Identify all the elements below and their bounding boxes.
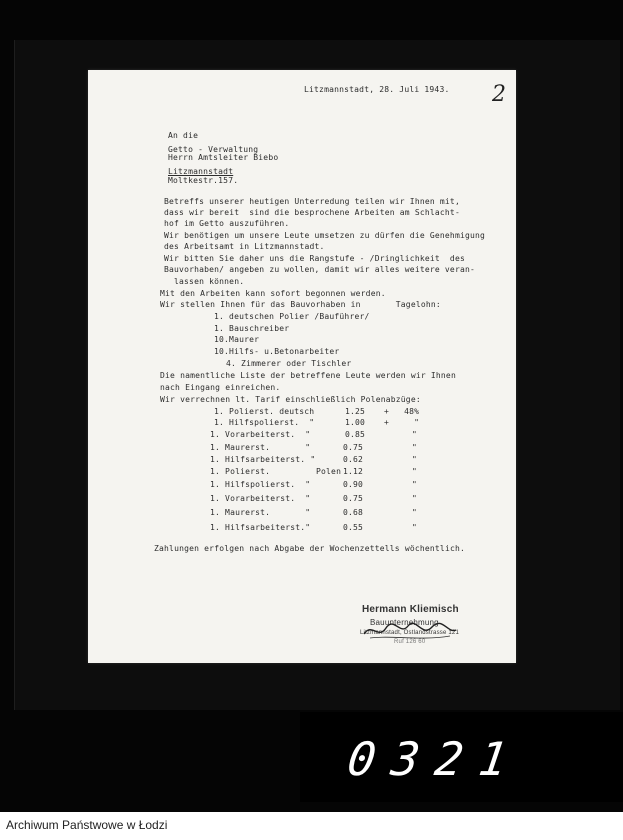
body-line: dass wir bereit sind die besprochene Arbeiten am Schlacht- [164,208,460,217]
address-line: Getto - Verwaltung [168,145,259,154]
address-line: Herrn Amtsleiter Biebo [168,153,279,162]
worker-line: 10.Maurer [214,335,260,344]
tariff-item: 1. Vorarbeiterst. " [210,430,311,439]
tariff-rate: 0.62 [343,455,364,464]
signature-scribble-icon [360,618,460,644]
stamp-line: Bauunternehmung [370,618,439,627]
tariff-item: 1. Hilfsarbeiterst." [210,523,311,532]
worker-line: 1. deutschen Polier /Bauführer/ [214,312,370,321]
tariff-extra: Polen [316,467,342,476]
tariff-mark: " [412,480,418,489]
address-line: An die [168,131,199,140]
tariff-mark: " [412,508,418,517]
tariff-rate: 0.75 [343,494,364,503]
tariff-mark: + " [384,418,420,427]
worker-line: 4. Zimmerer oder Tischler [226,359,352,368]
tariff-item: 1. Maurerst. " [210,508,311,517]
body-line: nach Eingang einreichen. [160,383,281,392]
address-line: Litzmannstadt [168,167,234,176]
body-line: Bauvorhaben/ angeben zu wollen, damit wir alles weitere veran- [164,265,476,274]
stamp-line: Ruf 126 60 [394,639,426,645]
tariff-mark: " [412,523,418,532]
body-line: Betreffs unserer heutigen Unterredung teilen wir Ihnen mit, [164,197,460,206]
body-line: Die namentliche Liste der betreffene Leute werden wir Ihnen [160,371,456,380]
tariff-item: 1. Polierst. [210,467,271,476]
frame-number: 0321 [344,732,527,786]
stamp-line: Litzmannstadt, Ostlandstrasse 121 [360,630,459,636]
tariff-rate: 0.68 [343,508,364,517]
tariff-rate: 1.00 [345,418,366,427]
worker-line: 1. Bauschreiber [214,324,290,333]
handwritten-page-number: 2 [492,82,506,107]
body-line: Mit den Arbeiten kann sofort begonnen werden. [160,289,386,298]
closing-line: Zahlungen erfolgen nach Abgabe der Wochenzettells wöchentlich. [154,544,466,553]
tariff-item: 1. Maurerst. " [210,443,311,452]
body-line: Wir benötigen um unsere Leute umsetzen zu dürfen die Genehmigung [164,231,486,240]
tariff-mark: " [412,467,418,476]
tariff-item: 1. Vorarbeiterst. " [210,494,311,503]
tariff-rate: 1.25 [345,407,366,416]
tariff-mark: + 48% [384,407,420,416]
tariff-mark: " [412,443,418,452]
archive-footer [0,812,623,840]
tariff-rate: 0.90 [343,480,364,489]
tariff-rate: 0.85 [345,430,366,439]
tariff-item: 1. Hilfspolierst. " [210,480,311,489]
handwritten-signature [360,618,460,648]
body-line: Wir verrechnen lt. Tarif einschließlich Polenabzüge: [160,395,421,404]
body-line: lassen können. [174,277,245,286]
tariff-rate: 0.75 [343,443,364,452]
date-line: Litzmannstadt, 28. Juli 1943. [304,85,450,94]
tariff-item: 1. Hilfspolierst. " [214,418,315,427]
tariff-mark: " [412,430,418,439]
tariff-rate: 0.55 [343,523,364,532]
worker-line: 10.Hilfs- u.Betonarbeiter [214,347,340,356]
address-line: Moltkestr.157. [168,176,239,185]
body-line: Wir stellen Ihnen für das Bauvorhaben in Tagelohn: [160,300,441,309]
archive-label: Archiwum Państwowe w Łodzi [6,818,168,832]
stamp-line: Hermann Kliemisch [362,604,459,615]
tariff-item: 1. Polierst. deutsch [214,407,315,416]
body-line: des Arbeitsamt in Litzmannstadt. [164,242,325,251]
tariff-item: 1. Hilfsarbeiterst. " [210,455,316,464]
body-line: Wir bitten Sie daher uns die Rangstufe - /Dringlichkeit des [164,254,465,263]
tariff-mark: " [412,494,418,503]
body-line: hof im Getto auszuführen. [164,219,290,228]
tariff-rate: 1.12 [343,467,364,476]
tariff-mark: " [412,455,418,464]
document-page [88,70,516,663]
